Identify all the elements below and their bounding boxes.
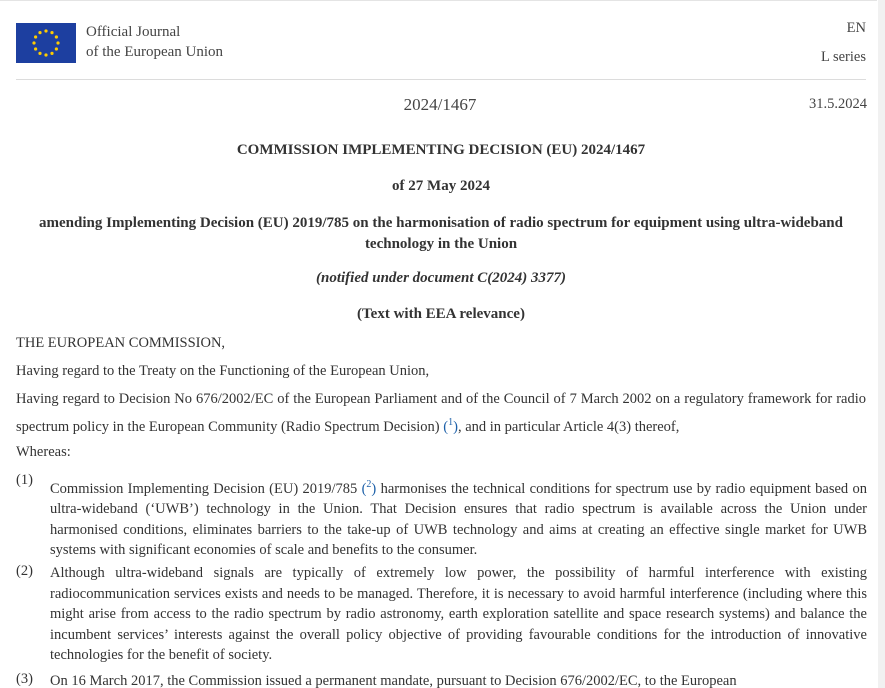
flag-star (38, 31, 41, 34)
flag-star (32, 41, 35, 44)
publication-date: 31.5.2024 (809, 96, 867, 112)
recital-number: (1) (16, 472, 33, 488)
flag-star (34, 47, 37, 50)
recital-text: Although ultra-wideband signals are typically of extremely low power, the possibility of harmful interference with existing radiocommunication services exists and needs to be managed. Therefore, it is necessary to avoid harmful interference (including where this might arise from access to the radio spectrum by radio astronomy, earth exploration satellite and space research systems) and balance the incumbent services’ interests against the overall policy objective of providing favourable conditions for the introduction of innovative technologies for the benefit of society. (50, 565, 867, 663)
header-divider (16, 79, 866, 80)
footnote-link-2[interactable]: ($^2$) (361, 479, 377, 497)
flag-star (55, 47, 58, 50)
journal-series: L series (821, 49, 866, 65)
recital-text (50, 475, 867, 561)
flag-star (44, 29, 47, 32)
regard-treaty: Having regard to the Treaty on the Functioning of the European Union, (16, 363, 430, 379)
flag-star (55, 35, 58, 38)
decision-title: COMMISSION IMPLEMENTING DECISION (EU) 2024/1467 (236, 142, 646, 158)
scrollbar[interactable] (878, 0, 885, 688)
whereas-heading: Whereas: (16, 444, 71, 460)
flag-star (38, 52, 41, 55)
regard-decision-text-a: Having regard to Decision No 676/2002/EC of the European Parliament and of the Council of 7 March 2002 on a regulatory framework for radio spectrum policy in the European Community (Radio Spectrum Decision) (16, 391, 866, 435)
flag-star (56, 41, 59, 44)
recital-text: On 16 March 2017, the Commission issued a permanent mandate, pursuant to Decision 676/2002/EC, to the European (50, 673, 737, 688)
language-code: EN (846, 20, 866, 36)
recital-1-text-b: harmonises the technical conditions for spectrum use by radio equipment based on ultra-wideband (‘UWB’) technology in the Union. That Decision ensures that radio spectrum is available across the Union under harmonised conditions, eliminates barriers to the take-up of UWB technology and aims at creating an effective single market for UWB systems with significant economies of scale and benefits to the consumer. (50, 480, 867, 559)
flag-star (50, 52, 53, 55)
regard-decision (16, 388, 866, 439)
flag-star (34, 35, 37, 38)
notification-reference: (notified under document C(2024) 3377) (316, 270, 566, 286)
flag-star (44, 53, 47, 56)
flag-star (50, 31, 53, 34)
eea-relevance: (Text with EEA relevance) (357, 306, 525, 322)
journal-header (16, 14, 866, 80)
journal-title-line1: Official Journal (86, 24, 181, 40)
journal-title-line2: of the European Union (86, 44, 224, 60)
eu-flag-icon (16, 23, 76, 63)
recital-number: (2) (16, 563, 33, 579)
decision-date: of 27 May 2024 (392, 178, 490, 194)
decision-subject: amending Implementing Decision (EU) 2019/785 on the harmonisation of radio spectrum for equipment using ultra-wideband technology in the Union (39, 215, 843, 252)
recital-number: (3) (16, 671, 33, 687)
top-border (0, 0, 877, 1)
commission-heading: THE EUROPEAN COMMISSION, (16, 335, 226, 351)
regard-decision-text-b: , and in particular Article 4(3) thereof, (457, 418, 680, 435)
journal-title (86, 22, 223, 62)
recital-1-text-a: Commission Implementing Decision (EU) 2019/785 (50, 480, 362, 497)
footnote-link-1[interactable]: ($^1$) (443, 417, 458, 435)
document-number: 2024/1467 (403, 95, 477, 114)
